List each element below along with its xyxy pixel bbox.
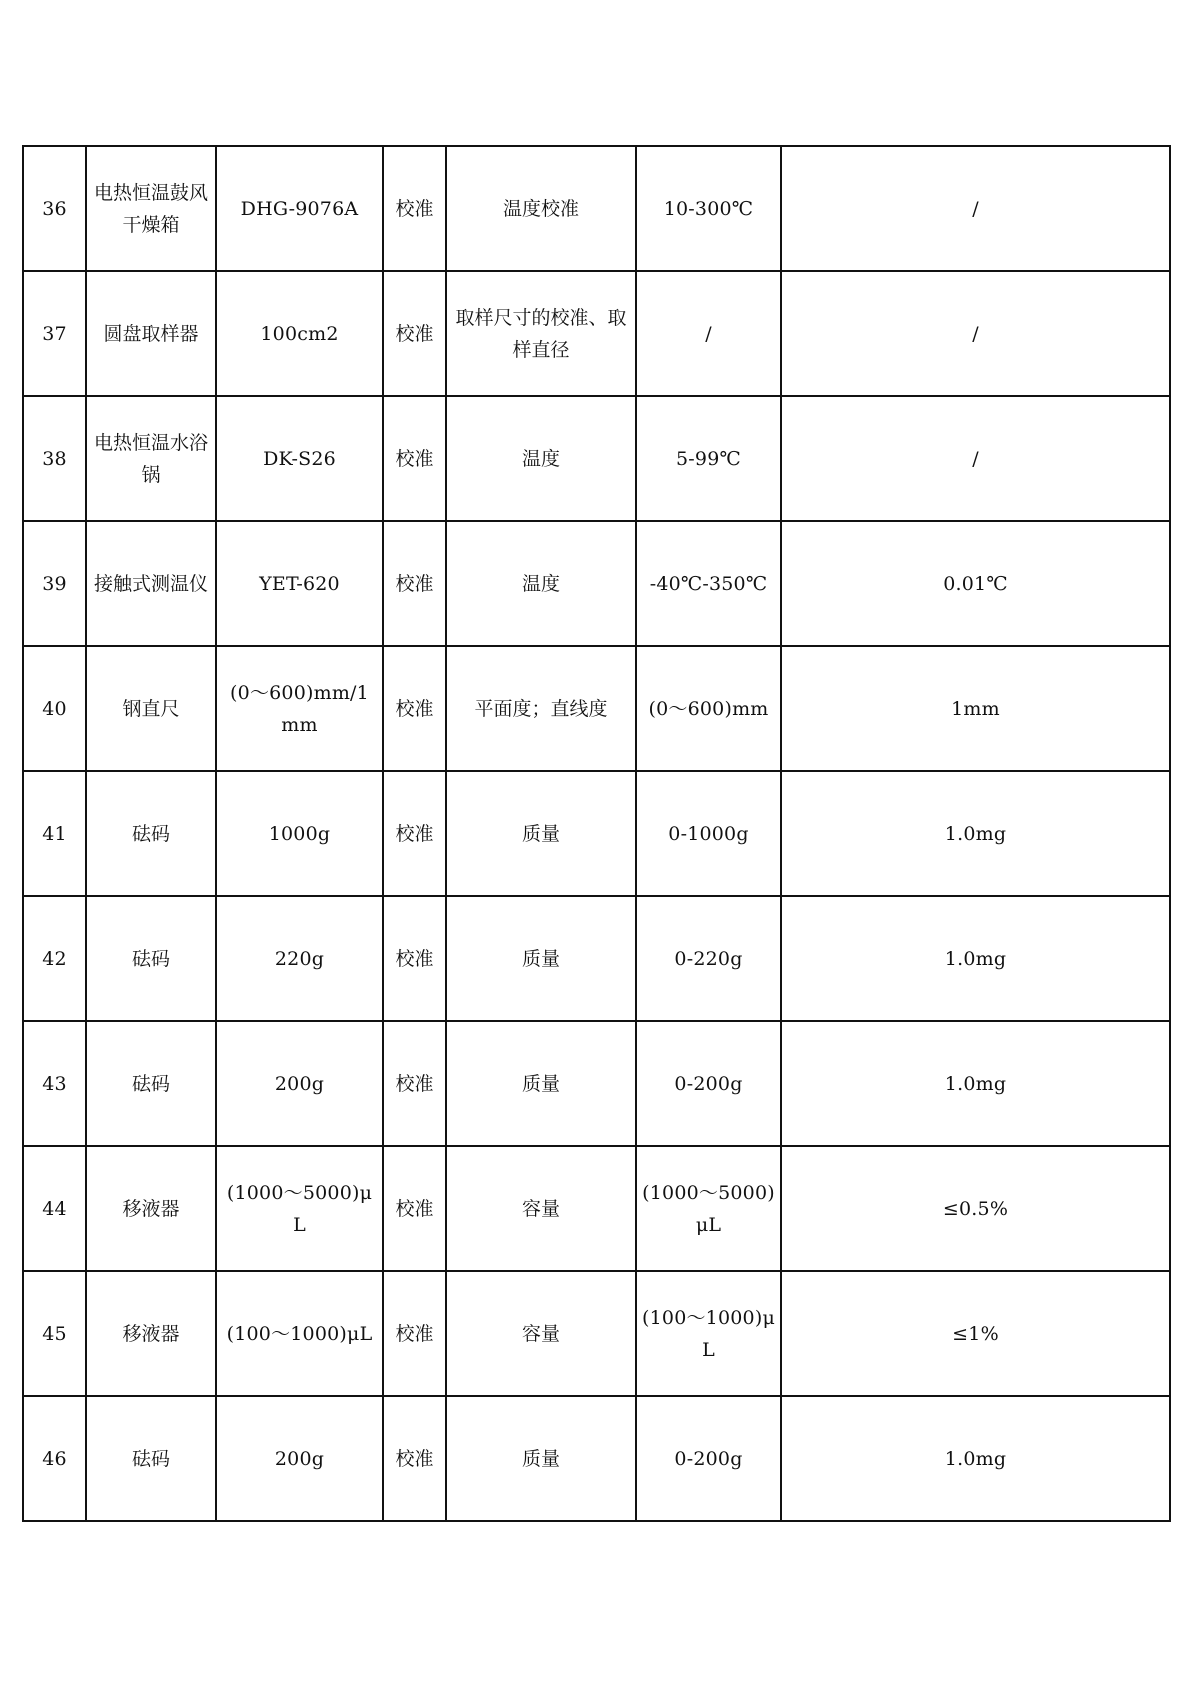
range-cell: 5-99℃ <box>636 396 781 521</box>
table-row <box>23 1396 1170 1521</box>
equipment-name-cell: 钢直尺 <box>86 646 216 771</box>
accuracy-cell: 0.01℃ <box>781 521 1170 646</box>
table-row <box>23 646 1170 771</box>
parameter-cell: 取样尺寸的校准、取样直径 <box>446 271 636 396</box>
range-cell: -40℃-350℃ <box>636 521 781 646</box>
parameter-cell: 质量 <box>446 771 636 896</box>
accuracy-cell: / <box>781 146 1170 271</box>
accuracy-cell: 1.0mg <box>781 896 1170 1021</box>
table-row <box>23 146 1170 271</box>
model-spec-cell: 220g <box>216 896 383 1021</box>
method-cell: 校准 <box>383 771 446 896</box>
model-spec-cell: (100～1000)μL <box>216 1271 383 1396</box>
method-cell: 校准 <box>383 1396 446 1521</box>
accuracy-cell: 1.0mg <box>781 1396 1170 1521</box>
table-row <box>23 396 1170 521</box>
accuracy-cell: / <box>781 271 1170 396</box>
table-row <box>23 896 1170 1021</box>
range-cell: (100～1000)μL <box>636 1271 781 1396</box>
row-number-cell: 45 <box>23 1271 86 1396</box>
table-row <box>23 1021 1170 1146</box>
accuracy-cell: 1mm <box>781 646 1170 771</box>
equipment-name-cell: 圆盘取样器 <box>86 271 216 396</box>
parameter-cell: 温度校准 <box>446 146 636 271</box>
parameter-cell: 容量 <box>446 1146 636 1271</box>
method-cell: 校准 <box>383 1146 446 1271</box>
equipment-name-cell: 电热恒温水浴锅 <box>86 396 216 521</box>
method-cell: 校准 <box>383 271 446 396</box>
table-row <box>23 771 1170 896</box>
row-number-cell: 41 <box>23 771 86 896</box>
range-cell: / <box>636 271 781 396</box>
model-spec-cell: (1000～5000)μL <box>216 1146 383 1271</box>
parameter-cell: 质量 <box>446 1396 636 1521</box>
method-cell: 校准 <box>383 1021 446 1146</box>
range-cell: 0-220g <box>636 896 781 1021</box>
model-spec-cell: 100cm2 <box>216 271 383 396</box>
method-cell: 校准 <box>383 646 446 771</box>
equipment-name-cell: 接触式测温仪 <box>86 521 216 646</box>
method-cell: 校准 <box>383 146 446 271</box>
equipment-name-cell: 砝码 <box>86 771 216 896</box>
model-spec-cell: 200g <box>216 1021 383 1146</box>
parameter-cell: 温度 <box>446 396 636 521</box>
accuracy-cell: ≤0.5% <box>781 1146 1170 1271</box>
range-cell: 0-200g <box>636 1396 781 1521</box>
table-row <box>23 521 1170 646</box>
model-spec-cell: DHG-9076A <box>216 146 383 271</box>
parameter-cell: 质量 <box>446 896 636 1021</box>
equipment-name-cell: 砝码 <box>86 896 216 1021</box>
equipment-name-cell: 砝码 <box>86 1396 216 1521</box>
row-number-cell: 39 <box>23 521 86 646</box>
equipment-name-cell: 移液器 <box>86 1146 216 1271</box>
equipment-name-cell: 移液器 <box>86 1271 216 1396</box>
table-row <box>23 1271 1170 1396</box>
parameter-cell: 质量 <box>446 1021 636 1146</box>
parameter-cell: 温度 <box>446 521 636 646</box>
table-row <box>23 271 1170 396</box>
equipment-name-cell: 砝码 <box>86 1021 216 1146</box>
row-number-cell: 43 <box>23 1021 86 1146</box>
model-spec-cell: 1000g <box>216 771 383 896</box>
accuracy-cell: / <box>781 396 1170 521</box>
accuracy-cell: 1.0mg <box>781 771 1170 896</box>
row-number-cell: 42 <box>23 896 86 1021</box>
row-number-cell: 46 <box>23 1396 86 1521</box>
parameter-cell: 容量 <box>446 1271 636 1396</box>
model-spec-cell: YET-620 <box>216 521 383 646</box>
method-cell: 校准 <box>383 896 446 1021</box>
table-row <box>23 1146 1170 1271</box>
range-cell: 0-200g <box>636 1021 781 1146</box>
row-number-cell: 38 <box>23 396 86 521</box>
accuracy-cell: 1.0mg <box>781 1021 1170 1146</box>
range-cell: 0-1000g <box>636 771 781 896</box>
model-spec-cell: 200g <box>216 1396 383 1521</box>
range-cell: 10-300℃ <box>636 146 781 271</box>
equipment-name-cell: 电热恒温鼓风干燥箱 <box>86 146 216 271</box>
row-number-cell: 36 <box>23 146 86 271</box>
model-spec-cell: DK-S26 <box>216 396 383 521</box>
model-spec-cell: (0～600)mm/1mm <box>216 646 383 771</box>
equipment-calibration-table <box>22 145 1171 1522</box>
row-number-cell: 40 <box>23 646 86 771</box>
method-cell: 校准 <box>383 1271 446 1396</box>
range-cell: (1000～5000)μL <box>636 1146 781 1271</box>
row-number-cell: 37 <box>23 271 86 396</box>
row-number-cell: 44 <box>23 1146 86 1271</box>
parameter-cell: 平面度；直线度 <box>446 646 636 771</box>
range-cell: (0～600)mm <box>636 646 781 771</box>
accuracy-cell: ≤1% <box>781 1271 1170 1396</box>
method-cell: 校准 <box>383 521 446 646</box>
method-cell: 校准 <box>383 396 446 521</box>
